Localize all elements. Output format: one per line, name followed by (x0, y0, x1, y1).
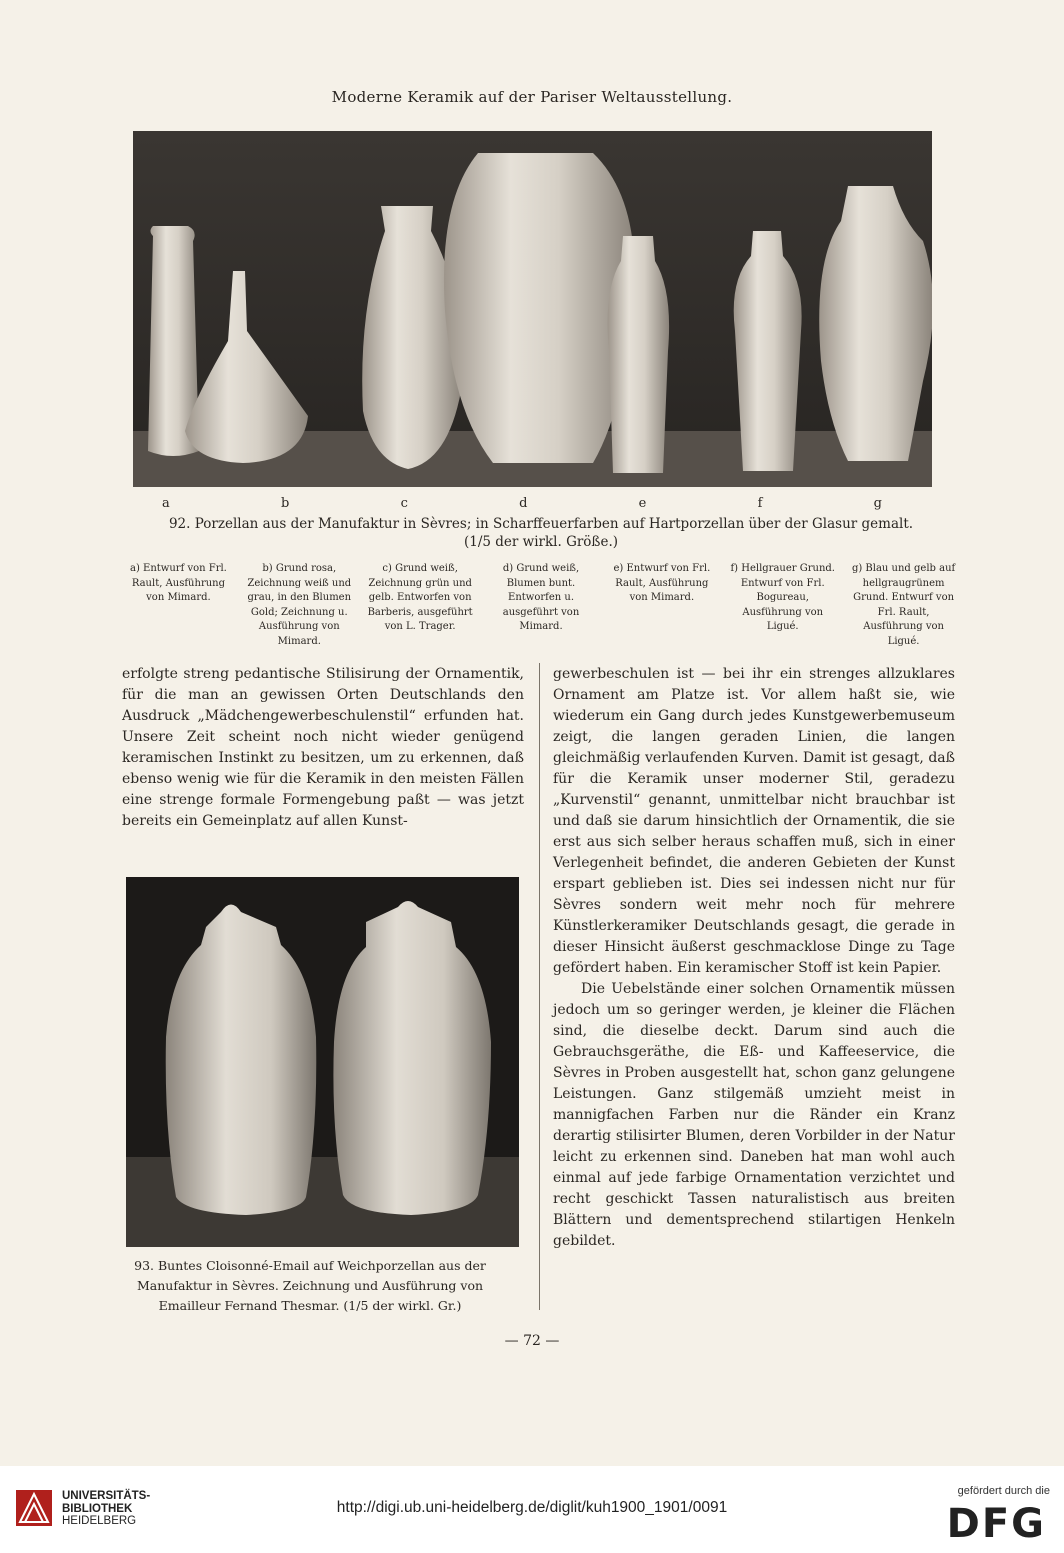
left-column (122, 664, 524, 832)
dfg-logo: DFG (946, 1501, 1046, 1547)
library-name-line3: HEIDELBERG (62, 1515, 137, 1527)
running-title: Moderne Keramik auf der Pariser Weltausstellung. (331, 88, 733, 106)
figure-93-caption: 93. Buntes Cloisonné-Email auf Weichporzellan aus der Manufaktur in Sèvres. Zeichnung und Ausführung von Emailleur Fernand Thesmar. (1/5 der wirkl. Gr.) (134, 1258, 486, 1313)
letter-g: g (873, 496, 882, 511)
letter-e: e (638, 496, 647, 511)
legend-item-f: f) Hellgrauer Grund. Entwurf von Frl. Bogureau, Ausführung von Ligué. (730, 563, 835, 633)
page-number: — 72 — (504, 1333, 560, 1349)
right-column-paragraph-2: Die Uebelstände einer solchen Ornamentik müssen jedoch um so geringer werden, je kleiner die Flächen sind, die dieselbe deckt. Darum sind auch die Gebrauchsgeräthe, die Eß- und Kaffeeservice, die Sèvres in Proben ausgestellt hat, schon ganz gelungene Leistungen. Ganz stilgemäß umzieht meist in mannigfachen Farben nur die Ränder ein Kranz derartig stilisirter Blumen, deren Vorbilder in der Natur leicht zu erkennen sind. Daneben hat man wohl auch einmal auf jede farbige Ornamentation verzichtet und recht geschickt Tassen naturalistisch aus breiten Blättern und dementsprechend stilartigen Henkeln gebildet. (553, 981, 955, 1249)
figure-92-letters (162, 496, 882, 511)
right-column (553, 664, 955, 1252)
letter-a: a (162, 496, 170, 511)
figure-93-photo (126, 877, 519, 1247)
legend-item-e: e) Entwurf von Frl. Rault, Ausführung von Mimard. (613, 563, 711, 604)
permalink-url[interactable]: http://digi.ub.uni-heidelberg.de/diglit/kuh1900_1901/0091 (336, 1499, 728, 1516)
funder-label: gefördert durch die (957, 1485, 1050, 1497)
figure-92-caption-line2: (1/5 der wirkl. Größe.) (464, 534, 618, 550)
figure-92-legend (118, 562, 964, 650)
right-column-paragraph-1: gewerbeschulen ist — bei ihr ein strenges allzuklares Ornament am Platze ist. Vor allem haßt sie, wie wiederum ein Gang durch jedes Kunstgewerbemuseum zeigt, die langen geraden Linien, die langen gleichmäßig verlaufenden Kurven. Damit ist gesagt, daß für die Keramik unser moderner Stil, geradezu „Kurvenstil“ genannt, unmittelbar nicht brauchbar ist und daß sie darum hinsichtlich der Ornamentik, die sie erst aus sich selber heraus schaffen muß, sich in einer Verlegenheit befindet, die anderen Gebieten der Kunst erspart geblieben ist. Dies sei indessen nicht nur für Sèvres sondern weit mehr noch für mehrere Künstlerkeramiker Deutschlands gesagt, die gerade in dieser Hinsicht äußerst geschmacklose Dinge zu Tage gefördert haben. Ein keramischer Stoff ist kein Papier. (553, 666, 955, 976)
figure-92-caption-line1: 92. Porzellan aus der Manufaktur in Sèvres; in Scharffeuerfarben auf Hartporzellan über der Glasur gemalt. (168, 516, 914, 532)
letter-d: d (519, 496, 528, 511)
legend-item-d: d) Grund weiß, Blumen bunt. Entworfen u. ausgeführt von Mimard. (502, 563, 580, 633)
letter-b: b (281, 496, 290, 511)
column-divider (539, 663, 540, 1310)
legend-item-g: g) Blau und gelb auf hellgraugrünem Grund. Entwurf von Frl. Rault, Ausführung von Ligué. (851, 563, 956, 647)
vase-e-shape (608, 236, 670, 473)
legend-item-a: a) Entwurf von Frl. Rault, Ausführung von Mimard. (130, 563, 227, 604)
library-name-line2: BIBLIOTHEK (62, 1502, 133, 1515)
left-column-paragraph: erfolgte streng pedantische Stilisirung der Ornamentik, für die man an gewissen Orten Deutschlands den Ausdruck „Mädchengewerbeschulenstil“ erfunden hat. Unsere Zeit scheint noch nicht wieder genügend keramischen Instinkt zu besitzen, um zu erkennen, daß ebenso wenig wie für die Keramik in den meisten Fällen eine strenge formale Formengebung paßt — was jetzt bereits ein Gemeinplatz auf allen Kunst- (122, 666, 524, 829)
legend-item-b: b) Grund rosa, Zeichnung weiß und grau, in den Blumen Gold; Zeichnung u. Ausführung von Mimard. (247, 563, 352, 647)
letter-c: c (400, 496, 408, 511)
footer-bar (0, 1466, 1064, 1553)
library-name-line1: UNIVERSITÄTS- (62, 1490, 151, 1502)
legend-item-c: c) Grund weiß, Zeichnung grün und gelb. Entworfen von Barberis, ausgeführt von L. Trager. (367, 563, 473, 633)
figure-92-caption (126, 515, 956, 551)
vase-d-shape (444, 153, 635, 463)
figure-92-photo (133, 131, 932, 487)
letter-f: f (757, 496, 763, 511)
